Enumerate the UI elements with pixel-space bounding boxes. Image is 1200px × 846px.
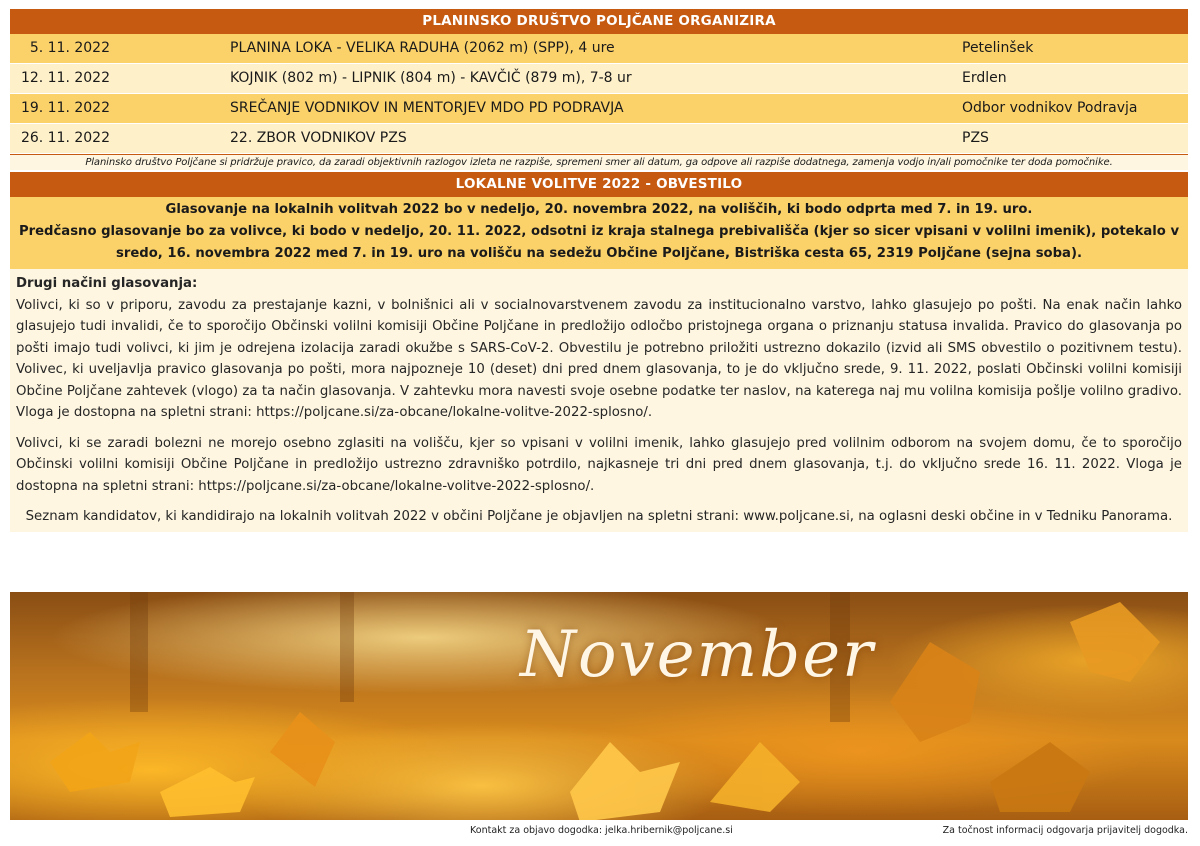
autumn-leaves-image — [10, 592, 1188, 820]
event-row — [10, 34, 1188, 64]
footer-contact: Kontakt za objavo dogodka: jelka.hribernik@poljcane.si — [470, 825, 733, 836]
event-row — [10, 124, 1188, 154]
paragraph-candidates: Seznam kandidatov, ki kandidirajo na lokalnih volitvah 2022 v občini Poljčane je objavljen na spletni strani: www.poljcane.si, na oglasni deski občine in v Tedniku Panorama. — [25, 509, 1173, 524]
event-organizer: Petelinšek — [962, 40, 1034, 56]
footer-disclaimer: Za točnost informacij odgovarja prijavitelj dogodka. — [942, 825, 1188, 836]
event-date: 12. 11. 2022 — [20, 70, 110, 86]
events-header: PLANINSKO DRUŠTVO POLJČANE ORGANIZIRA — [10, 9, 1188, 34]
event-title: SREČANJE VODNIKOV IN MENTORJEV MDO PD PODRAVJA — [230, 100, 624, 116]
banner-title: November — [520, 618, 875, 692]
event-title: KOJNIK (802 m) - LIPNIK (804 m) - KAVČIČ (879 m), 7-8 ur — [230, 70, 632, 86]
event-date: 5. 11. 2022 — [29, 40, 110, 56]
event-organizer: PZS — [962, 130, 989, 146]
announcement-line: Predčasno glasovanje bo za volivce, ki bodo v nedeljo, 20. 11. 2022, odsotni iz kraja stalnega prebivališča (kjer so sicer vpisani v volilni imenik), potekalo v sredo, 16. novembra 2022 med 7. in 19. uro na volišču na sedežu Občine Poljčane, Bistriška cesta 65, 2319 Poljčane (sejna soba). — [18, 224, 1180, 261]
announcement-line: Glasovanje na lokalnih volitvah 2022 bo v nedeljo, 20. novembra 2022, na voliščih, ki bodo odprta med 7. in 19. uro. — [165, 202, 1033, 217]
elections-body — [10, 269, 1188, 532]
newsletter-page — [10, 9, 1188, 532]
paragraph-postal-voting: Volivci, ki so v priporu, zavodu za prestajanje kazni, v bolnišnici ali v socialnovarstvenem zavodu za institucionalno varstvo, lahko glasujejo po pošti. Na enak način lahko glasujejo tudi invalidi, če to sporočijo Občinski volilni komisiji Občine Poljčane in predložijo odločbo pristojnega organa o priznanju statusa invalida. Pravico do glasovanja po pošti imajo tudi volivci, ki jim je odrejena izolacija zaradi okužbe s SARS-CoV-2. Obvestilu je potrebno priložiti ustrezno dokazilo (izvid ali SMS obvestilo o pozitivnem testu). Volivec, ki uveljavlja pravico glasovanja po pošti, mora najpozneje 10 (deset) dni pred dnem glasovanja, to je do vključno srede, 9. 11. 2022, poslati Občinski volilni komisiji Občine Poljčane zahtevek (vlogo) za ta način glasovanja. V zahtevku mora navesti svoje osebne podatke ter naslov, na katerega naj mu volilna komisija pošlje volilno gradivo. Vloga je dostopna na spletni strani: https://poljcane.si/za-obcane/lokalne-volitve-2022-splosno/. — [16, 297, 1182, 420]
event-organizer: Odbor vodnikov Podravja — [962, 100, 1138, 116]
other-methods-heading: Drugi načini glasovanja: — [16, 276, 198, 291]
event-title: PLANINA LOKA - VELIKA RADUHA (2062 m) (SPP), 4 ure — [230, 40, 615, 56]
event-date: 26. 11. 2022 — [20, 130, 110, 146]
event-row — [10, 64, 1188, 94]
elections-header: LOKALNE VOLITVE 2022 - OBVESTILO — [10, 172, 1188, 197]
event-row — [10, 94, 1188, 124]
events-disclaimer-note: Planinsko društvo Poljčane si pridržuje pravico, da zaradi objektivnih razlogov izleta ne razpiše, spremeni smer ali datum, ga odpove ali razpiše dodatnega, zamenja vodjo in/ali pomočnike ter doda pomočnike. — [10, 154, 1188, 170]
paragraph-home-voting: Volivci, ki se zaradi bolezni ne morejo osebno zglasiti na volišču, kjer so vpisani v volilni imenik, lahko glasujejo pred volilnim odborom na svojem domu, če to sporočijo Občinski volilni komisiji Občine Poljčane in predložijo ustrezno zdravniško potrdilo, najkasneje tri dni pred dnem glasovanja, t.j. do vključno srede 16. 11. 2022. Vloga je dostopna na spletni strani: https://poljcane.si/za-obcane/lokalne-volitve-2022-splosno/. — [16, 435, 1182, 494]
event-date: 19. 11. 2022 — [20, 100, 110, 116]
event-title: 22. ZBOR VODNIKOV PZS — [230, 130, 407, 146]
event-organizer: Erdlen — [962, 70, 1007, 86]
elections-announcement — [10, 197, 1188, 269]
